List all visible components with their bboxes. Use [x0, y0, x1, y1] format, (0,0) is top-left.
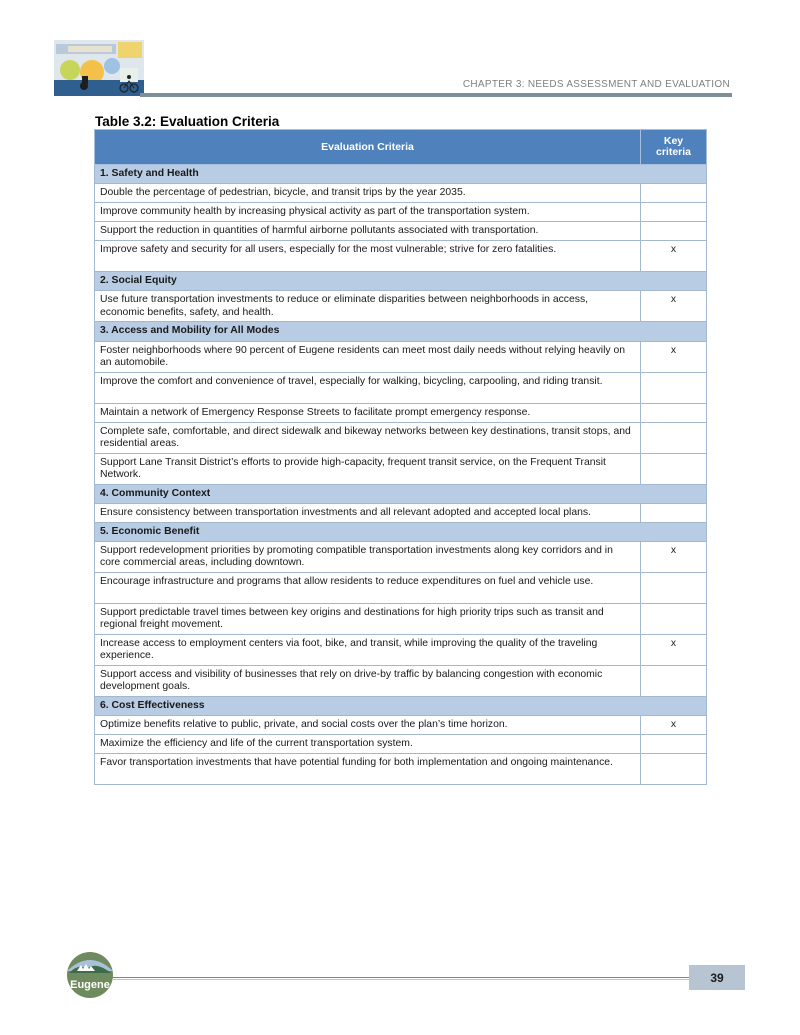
- key-criteria-mark: [641, 203, 707, 222]
- section-row: [95, 165, 707, 184]
- criteria-text: Increase access to employment centers via foot, bike, and transit, while improving the quality of the traveling experience.: [95, 635, 641, 666]
- key-criteria-mark: x: [641, 291, 707, 322]
- table-body: [95, 165, 707, 785]
- key-criteria-mark: [641, 453, 707, 484]
- section-label: 4. Community Context: [95, 484, 641, 503]
- section-row: [95, 484, 707, 503]
- section-label: 3. Access and Mobility for All Modes: [95, 322, 641, 341]
- table-row: [95, 604, 707, 635]
- key-criteria-mark: [641, 403, 707, 422]
- key-criteria-mark: [641, 503, 707, 522]
- criteria-text: Encourage infrastructure and programs that allow residents to reduce expenditures on fuel and vehicle use.: [95, 573, 641, 604]
- criteria-text: Support Lane Transit District’s efforts to provide high-capacity, frequent transit service, on the Frequent Transit Network.: [95, 453, 641, 484]
- table-row: [95, 422, 707, 453]
- logo-text: Eugene: [70, 979, 110, 991]
- column-header-key: Key criteria: [641, 130, 707, 165]
- footer-rule-secondary: [112, 979, 710, 980]
- header-rule: [140, 93, 732, 97]
- criteria-text: Ensure consistency between transportation investments and all relevant adopted and accepted local plans.: [95, 503, 641, 522]
- section-key-cell: [641, 522, 707, 541]
- section-key-cell: [641, 322, 707, 341]
- criteria-text: Double the percentage of pedestrian, bicycle, and transit trips by the year 2035.: [95, 184, 641, 203]
- table-row: [95, 542, 707, 573]
- table-header-row: [95, 130, 707, 165]
- table-row: [95, 341, 707, 372]
- key-criteria-mark: [641, 222, 707, 241]
- eugene-logo-icon: [63, 951, 117, 999]
- table-row: [95, 184, 707, 203]
- table-row: [95, 403, 707, 422]
- footer-rule: [112, 977, 710, 978]
- section-label: 5. Economic Benefit: [95, 522, 641, 541]
- criteria-text: Support the reduction in quantities of harmful airborne pollutants associated with transportation.: [95, 222, 641, 241]
- key-criteria-mark: x: [641, 241, 707, 272]
- section-label: 1. Safety and Health: [95, 165, 641, 184]
- key-criteria-mark: [641, 422, 707, 453]
- table-row: [95, 503, 707, 522]
- table-row: [95, 291, 707, 322]
- key-criteria-mark: [641, 604, 707, 635]
- criteria-text: Support predictable travel times between key origins and destinations for high priority trips such as transit and regional freight movement.: [95, 604, 641, 635]
- criteria-text: Support access and visibility of businesses that rely on drive-by traffic by balancing congestion with economic development goals.: [95, 666, 641, 697]
- column-header-criteria: Evaluation Criteria: [95, 130, 641, 165]
- table-row: [95, 372, 707, 403]
- page-number: 39: [689, 965, 745, 990]
- criteria-text: Maximize the efficiency and life of the current transportation system.: [95, 735, 641, 754]
- table-row: [95, 203, 707, 222]
- criteria-text: Maintain a network of Emergency Response Streets to facilitate prompt emergency response.: [95, 403, 641, 422]
- section-row: [95, 272, 707, 291]
- section-key-cell: [641, 697, 707, 716]
- section-key-cell: [641, 272, 707, 291]
- section-row: [95, 697, 707, 716]
- criteria-text: Support redevelopment priorities by promoting compatible transportation investments along key corridors and in core commercial areas, including downtown.: [95, 542, 641, 573]
- criteria-text: Improve community health by increasing physical activity as part of the transportation system.: [95, 203, 641, 222]
- key-criteria-mark: [641, 666, 707, 697]
- section-label: 2. Social Equity: [95, 272, 641, 291]
- criteria-text: Improve safety and security for all users, especially for the most vulnerable; strive for zero fatalities.: [95, 241, 641, 272]
- table-row: [95, 635, 707, 666]
- key-criteria-mark: [641, 735, 707, 754]
- section-key-cell: [641, 165, 707, 184]
- section-label: 6. Cost Effectiveness: [95, 697, 641, 716]
- key-criteria-mark: [641, 573, 707, 604]
- evaluation-criteria-table: [94, 129, 707, 785]
- criteria-text: Use future transportation investments to reduce or eliminate disparities between neighborhoods in access, economic benefits, safety, and health.: [95, 291, 641, 322]
- key-criteria-mark: x: [641, 635, 707, 666]
- criteria-text: Complete safe, comfortable, and direct sidewalk and bikeway networks between key destinations, transit stops, and residential areas.: [95, 422, 641, 453]
- table-row: [95, 716, 707, 735]
- header-collage-image: [54, 40, 144, 96]
- table-row: [95, 666, 707, 697]
- table-row: [95, 241, 707, 272]
- key-criteria-mark: x: [641, 341, 707, 372]
- key-criteria-mark: [641, 372, 707, 403]
- criteria-text: Improve the comfort and convenience of travel, especially for walking, bicycling, carpooling, and riding transit.: [95, 372, 641, 403]
- table-title: Table 3.2: Evaluation Criteria: [95, 114, 280, 129]
- table-row: [95, 573, 707, 604]
- chapter-title: CHAPTER 3: NEEDS ASSESSMENT AND EVALUATION: [462, 79, 730, 90]
- table-row: [95, 735, 707, 754]
- table-row: [95, 222, 707, 241]
- criteria-text: Favor transportation investments that have potential funding for both implementation and ongoing maintenance.: [95, 754, 641, 785]
- section-key-cell: [641, 484, 707, 503]
- table-row: [95, 453, 707, 484]
- section-row: [95, 522, 707, 541]
- table-row: [95, 754, 707, 785]
- key-criteria-mark: [641, 184, 707, 203]
- key-criteria-mark: x: [641, 716, 707, 735]
- criteria-text: Foster neighborhoods where 90 percent of Eugene residents can meet most daily needs without relying heavily on an automobile.: [95, 341, 641, 372]
- section-row: [95, 322, 707, 341]
- criteria-text: Optimize benefits relative to public, private, and social costs over the plan’s time horizon.: [95, 716, 641, 735]
- key-criteria-mark: [641, 754, 707, 785]
- key-criteria-mark: x: [641, 542, 707, 573]
